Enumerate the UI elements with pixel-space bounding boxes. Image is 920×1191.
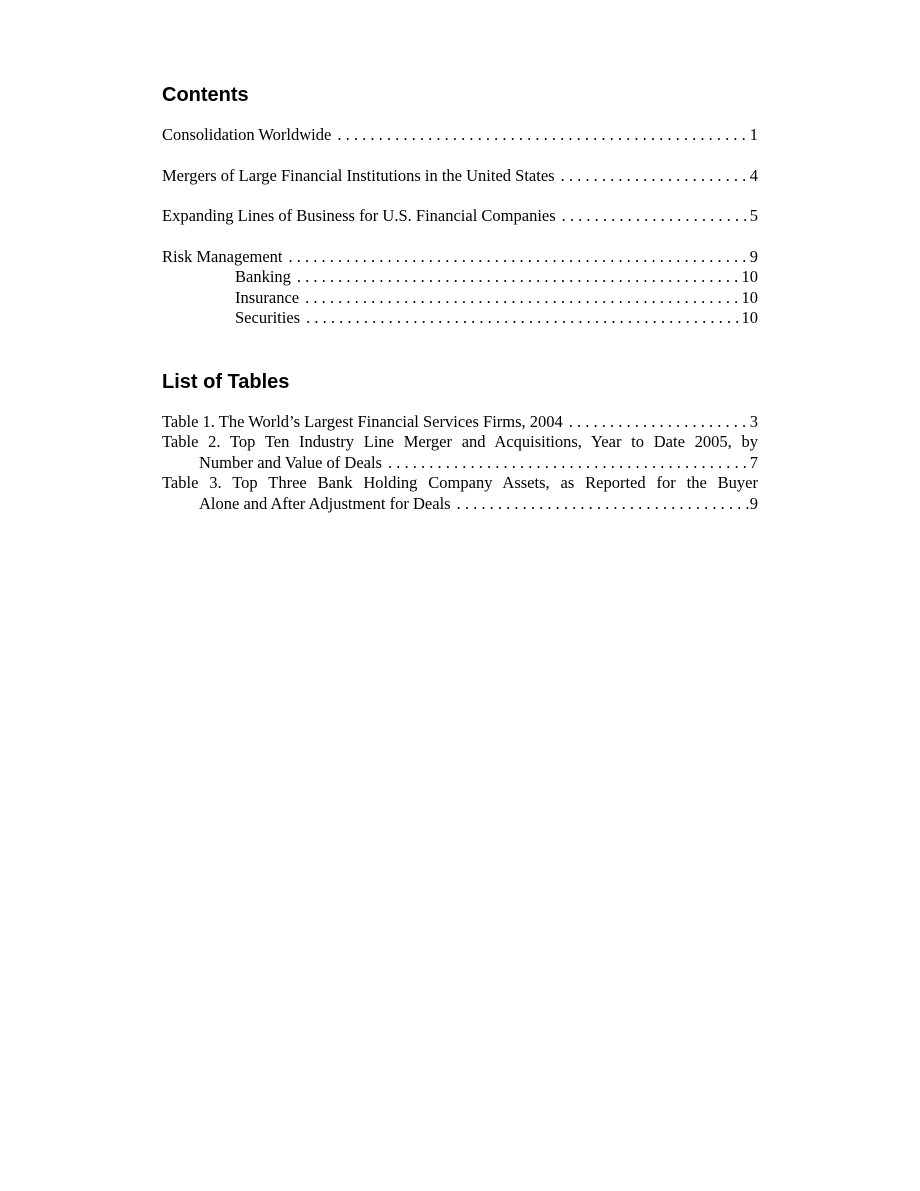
toc-subentry-securities[interactable] xyxy=(162,308,758,329)
table-entry-3[interactable] xyxy=(162,473,758,514)
table-entry-label-line2: Alone and After Adjustment for Deals xyxy=(199,493,451,513)
dot-leader xyxy=(382,453,750,474)
dot-leader xyxy=(555,166,750,187)
toc-subentry-banking[interactable] xyxy=(162,267,758,288)
table-entry-page: 7 xyxy=(749,452,758,472)
toc-entry-mergers-large-institutions[interactable] xyxy=(162,166,758,187)
toc-entry-risk-management[interactable] xyxy=(162,247,758,268)
table-entry-1[interactable] xyxy=(162,412,758,433)
toc-entry-page: 10 xyxy=(741,287,758,307)
table-entry-label: Table 1. The World’s Largest Financial Services Firms, 2004 xyxy=(162,411,563,431)
list-of-tables-list xyxy=(162,412,758,515)
toc-entry-label: Securities xyxy=(235,308,301,327)
table-of-contents-page xyxy=(162,82,758,514)
dot-leader xyxy=(563,412,750,433)
dot-leader xyxy=(291,267,742,288)
toc-entry-label: Banking xyxy=(235,267,291,286)
table-entry-label-line1: Table 3. Top Three Bank Holding Company Assets, as Reported for the Buyer xyxy=(162,473,758,492)
toc-entry-label: Mergers of Large Financial Institutions in the United States xyxy=(162,165,555,185)
table-entry-page: 9 xyxy=(749,493,758,513)
toc-entry-consolidation-worldwide[interactable] xyxy=(162,125,758,146)
toc-entry-label: Insurance xyxy=(235,287,300,307)
toc-entry-label: Expanding Lines of Business for U.S. Financial Companies xyxy=(162,206,556,225)
toc-entry-page: 10 xyxy=(741,308,758,327)
dot-leader xyxy=(299,288,741,309)
table-entry-label-line1: Table 2. Top Ten Industry Line Merger and Acquisitions, Year to Date 2005, by xyxy=(162,432,758,451)
toc-entry-label: Consolidation Worldwide xyxy=(162,125,332,144)
toc-entry-page: 10 xyxy=(741,267,758,286)
toc-entry-page: 5 xyxy=(749,206,758,225)
toc-entry-page: 1 xyxy=(749,125,758,144)
toc-entry-page: 9 xyxy=(749,246,758,266)
dot-leader xyxy=(300,308,741,329)
table-entry-page: 3 xyxy=(749,411,758,431)
dot-leader xyxy=(556,206,750,227)
table-entry-2[interactable] xyxy=(162,432,758,473)
toc-entry-expanding-lines-of-business[interactable] xyxy=(162,206,758,227)
contents-list xyxy=(162,125,758,329)
toc-entry-label: Risk Management xyxy=(162,246,283,266)
dot-leader xyxy=(451,494,750,515)
table-entry-label-line2: Number and Value of Deals xyxy=(199,452,382,472)
list-of-tables-heading: List of Tables xyxy=(162,370,290,393)
dot-leader xyxy=(283,247,750,268)
toc-entry-page: 4 xyxy=(749,165,758,185)
dot-leader xyxy=(331,125,749,146)
contents-heading: Contents xyxy=(162,84,249,106)
toc-subentry-insurance[interactable] xyxy=(162,288,758,309)
